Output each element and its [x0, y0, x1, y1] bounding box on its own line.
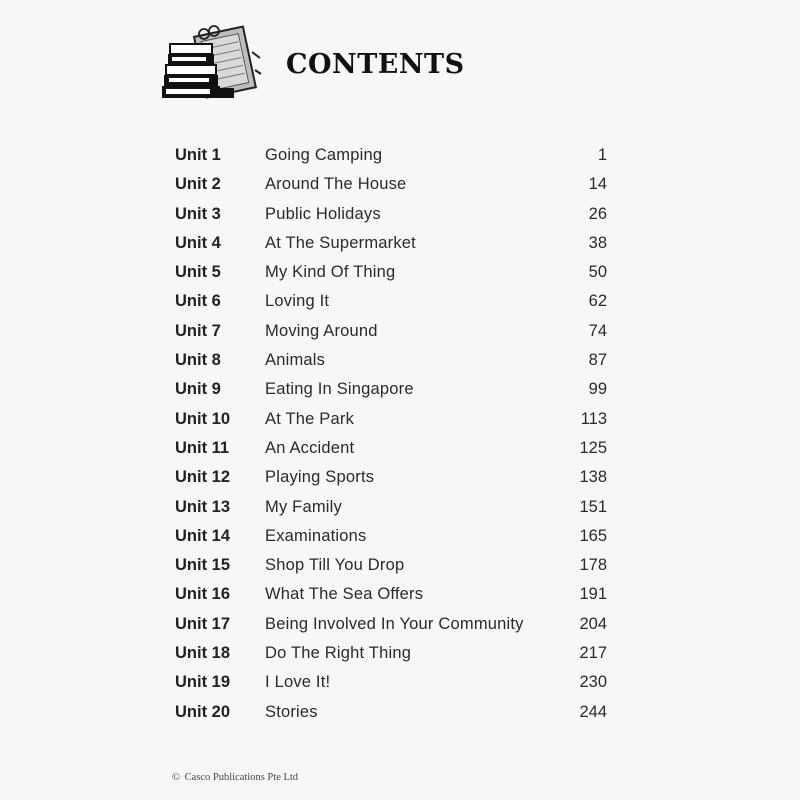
unit-number: Unit 2: [175, 175, 221, 194]
toc-row: [175, 200, 615, 229]
unit-number: Unit 1: [175, 146, 221, 164]
page-number: 1: [597, 146, 607, 164]
unit-number: Unit 9: [175, 380, 221, 399]
page-number: 62: [588, 292, 607, 311]
toc-row: [175, 317, 615, 346]
unit-title: Being Involved In Your Community: [265, 614, 524, 633]
unit-title: An Accident: [265, 438, 355, 457]
unit-number: Unit 19: [175, 673, 231, 692]
toc-row: [175, 522, 615, 551]
unit-title: Do The Right Thing: [265, 644, 412, 663]
toc-row: [175, 580, 615, 609]
toc-row: [175, 258, 615, 287]
toc-row: [175, 698, 615, 727]
unit-number: Unit 11: [175, 438, 230, 457]
unit-number: Unit 12: [175, 468, 231, 487]
unit-title: My Family: [265, 497, 342, 516]
unit-title: Animals: [265, 351, 326, 370]
unit-title: Stories: [265, 702, 318, 721]
unit-title: Eating In Singapore: [265, 380, 414, 399]
unit-number: Unit 4: [175, 233, 221, 252]
unit-number: Unit 7: [175, 321, 221, 340]
unit-title: Playing Sports: [265, 468, 375, 487]
unit-number: Unit 6: [175, 292, 221, 311]
unit-number: Unit 15: [175, 556, 231, 575]
unit-title: At The Supermarket: [265, 233, 416, 252]
toc-row: [175, 610, 615, 639]
stack-of-books-icon: [160, 22, 265, 102]
page-number: 50: [588, 263, 607, 282]
unit-number: Unit 17: [175, 614, 231, 633]
unit-number: Unit 20: [175, 702, 231, 721]
page-number: 138: [579, 468, 607, 487]
toc-row: [175, 287, 615, 316]
page-number: 38: [588, 233, 607, 252]
unit-number: Unit 10: [175, 409, 231, 428]
toc-row: [175, 639, 615, 668]
unit-title: Moving Around: [265, 321, 378, 340]
unit-title: Public Holidays: [265, 204, 381, 223]
unit-number: Unit 18: [175, 644, 231, 663]
unit-number: Unit 8: [175, 351, 221, 370]
page-number: 191: [579, 585, 607, 604]
copyright-footer: [172, 772, 298, 783]
page-title: CONTENTS: [286, 49, 465, 80]
page-number: 165: [579, 526, 607, 545]
toc-row: [175, 493, 615, 522]
unit-number: Unit 3: [175, 204, 221, 223]
toc-row: [175, 346, 615, 375]
page-number: 151: [579, 497, 607, 516]
table-of-contents: [175, 141, 615, 727]
page-number: 113: [580, 409, 607, 428]
unit-number: Unit 16: [175, 585, 231, 604]
unit-title: Going Camping: [265, 146, 383, 164]
unit-title: I Love It!: [265, 673, 331, 692]
toc-row: [175, 170, 615, 199]
toc-row: [175, 405, 615, 434]
toc-row: [175, 434, 615, 463]
page-number: 74: [588, 321, 607, 340]
toc-row: [175, 463, 615, 492]
unit-title: My Kind Of Thing: [265, 263, 396, 282]
page-number: 244: [579, 702, 607, 721]
unit-title: Examinations: [265, 526, 367, 545]
page-number: 26: [588, 204, 607, 223]
toc-row: [175, 375, 615, 404]
toc-row: [175, 141, 615, 170]
toc-row: [175, 668, 615, 697]
unit-number: Unit 5: [175, 263, 221, 282]
unit-title: At The Park: [265, 409, 355, 428]
copyright-icon: ©: [172, 772, 180, 783]
unit-number: Unit 14: [175, 526, 231, 545]
publisher-name: Casco Publications Pte Ltd: [184, 772, 299, 783]
page-number: 178: [579, 556, 607, 575]
page-number: 87: [588, 351, 607, 370]
page-number: 125: [579, 438, 607, 457]
page-number: 14: [588, 175, 607, 194]
page-number: 217: [579, 644, 607, 663]
page-number: 230: [579, 673, 607, 692]
toc-row: [175, 551, 615, 580]
unit-title: Around The House: [265, 175, 407, 194]
unit-title: Loving It: [265, 292, 330, 311]
page-number: 204: [579, 614, 607, 633]
page-number: 99: [588, 380, 607, 399]
toc-row: [175, 229, 615, 258]
unit-number: Unit 13: [175, 497, 231, 516]
unit-title: What The Sea Offers: [265, 585, 424, 604]
unit-title: Shop Till You Drop: [265, 556, 405, 575]
